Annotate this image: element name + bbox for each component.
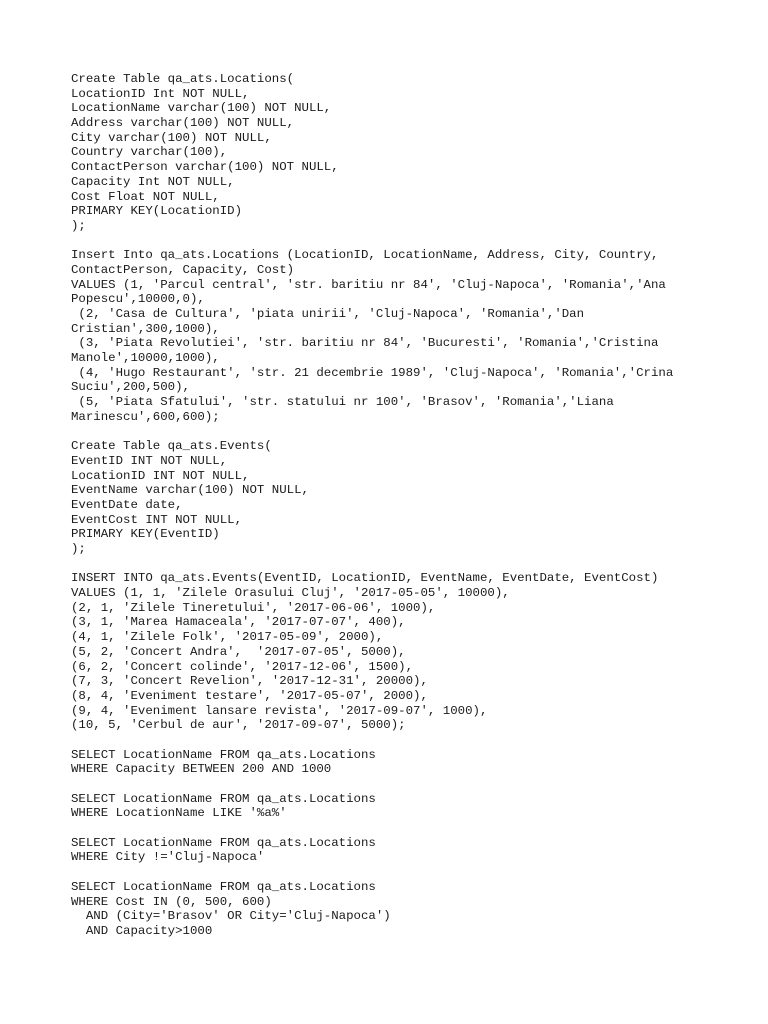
- code-line: Create Table qa_ats.Events(: [71, 439, 272, 454]
- code-line: Marinescu',600,600);: [71, 409, 220, 424]
- block-spacer: [71, 234, 751, 249]
- code-line: Create Table qa_ats.Locations(: [71, 72, 295, 86]
- code-line: Insert Into qa_ats.Locations (LocationID, LocationName, Address, City, Country,: [71, 248, 659, 263]
- code-line: City varchar(100) NOT NULL,: [71, 130, 272, 145]
- code-line: SELECT LocationName FROM qa_ats.Locations: [71, 747, 376, 762]
- code-line: EventDate date,: [71, 497, 183, 512]
- code-line: WHERE City !='Cluj-Napoca': [71, 850, 265, 865]
- code-line: EventCost INT NOT NULL,: [71, 512, 243, 527]
- code-line: ContactPerson, Capacity, Cost): [71, 262, 295, 277]
- code-line: (3, 'Piata Revolutiei', 'str. baritiu nr 84', 'Bucuresti', 'Romania','Cristina: [71, 336, 659, 351]
- code-line: LocationID INT NOT NULL,: [71, 468, 250, 483]
- code-line: PRIMARY KEY(LocationID): [71, 204, 243, 219]
- code-line: Address varchar(100) NOT NULL,: [71, 116, 295, 131]
- code-line: WHERE Cost IN (0, 500, 600): [71, 894, 272, 909]
- code-line: VALUES (1, 1, 'Zilele Orasului Cluj', '2017-05-05', 10000),: [71, 586, 510, 601]
- code-line: (4, 1, 'Zilele Folk', '2017-05-09', 2000),: [71, 630, 384, 645]
- block-spacer: [71, 733, 751, 748]
- code-line: );: [71, 542, 86, 556]
- code-line: WHERE LocationName LIKE '%a%': [71, 806, 287, 821]
- code-line: (10, 5, 'Cerbul de aur', '2017-09-07', 5000);: [71, 718, 406, 733]
- code-line: (6, 2, 'Concert colinde', '2017-12-06', 1500),: [71, 659, 414, 674]
- code-line: Popescu',10000,0),: [71, 292, 205, 307]
- code-line: Capacity Int NOT NULL,: [71, 174, 235, 189]
- code-line: (2, 1, 'Zilele Tineretului', '2017-06-06', 1000),: [71, 600, 436, 615]
- code-block-select-city-not-cluj: [71, 836, 751, 865]
- code-line: PRIMARY KEY(EventID): [71, 527, 220, 542]
- code-block-create-table-locations: [71, 72, 751, 234]
- block-spacer: [71, 865, 751, 880]
- block-spacer: [71, 777, 751, 792]
- code-line: (9, 4, 'Eveniment lansare revista', '2017-09-07', 1000),: [71, 703, 488, 718]
- code-line: AND Capacity>1000: [71, 923, 213, 938]
- block-spacer: [71, 821, 751, 836]
- code-line: Country varchar(100),: [71, 145, 228, 160]
- code-line: SELECT LocationName FROM qa_ats.Locations: [71, 791, 376, 806]
- code-line: ContactPerson varchar(100) NOT NULL,: [71, 160, 339, 175]
- code-line: (4, 'Hugo Restaurant', 'str. 21 decembrie 1989', 'Cluj-Napoca', 'Romania','Crina: [71, 365, 674, 380]
- code-line: (5, 2, 'Concert Andra', '2017-07-05', 5000),: [71, 644, 406, 659]
- code-block-insert-into-locations: [71, 248, 751, 424]
- code-line: );: [71, 218, 86, 233]
- code-line: AND (City='Brasov' OR City='Cluj-Napoca'): [71, 909, 391, 924]
- code-line: (5, 'Piata Sfatului', 'str. statului nr 100', 'Brasov', 'Romania','Liana: [71, 395, 614, 410]
- code-line: SELECT LocationName FROM qa_ats.Locations: [71, 879, 376, 894]
- code-line: SELECT LocationName FROM qa_ats.Locations: [71, 835, 376, 850]
- code-block-select-cost-in: [71, 880, 751, 939]
- code-line: EventID INT NOT NULL,: [71, 453, 228, 468]
- code-block-insert-into-events: [71, 571, 751, 733]
- code-line: Manole',10000,1000),: [71, 351, 220, 366]
- code-line: LocationID Int NOT NULL,: [71, 86, 250, 101]
- code-line: WHERE Capacity BETWEEN 200 AND 1000: [71, 762, 332, 777]
- code-block-select-name-like: [71, 792, 751, 821]
- code-block-create-table-events: [71, 439, 751, 557]
- code-line: EventName varchar(100) NOT NULL,: [71, 483, 309, 498]
- code-line: (3, 1, 'Marea Hamaceala', '2017-07-07', 400),: [71, 615, 406, 630]
- block-spacer: [71, 557, 751, 572]
- code-line: (8, 4, 'Eveniment testare', '2017-05-07', 2000),: [71, 688, 428, 703]
- code-line: INSERT INTO qa_ats.Events(EventID, LocationID, EventName, EventDate, EventCost): [71, 571, 659, 586]
- code-line: Suciu',200,500),: [71, 380, 190, 395]
- sql-document: [71, 72, 751, 939]
- code-line: Cost Float NOT NULL,: [71, 189, 220, 204]
- code-block-select-capacity-between: [71, 748, 751, 777]
- code-line: LocationName varchar(100) NOT NULL,: [71, 101, 332, 116]
- code-line: (2, 'Casa de Cultura', 'piata unirii', 'Cluj-Napoca', 'Romania','Dan: [71, 307, 585, 321]
- code-line: VALUES (1, 'Parcul central', 'str. baritiu nr 84', 'Cluj-Napoca', 'Romania','Ana: [71, 277, 666, 292]
- block-spacer: [71, 425, 751, 440]
- code-line: Cristian',300,1000),: [71, 321, 220, 336]
- code-line: (7, 3, 'Concert Revelion', '2017-12-31', 20000),: [71, 674, 428, 689]
